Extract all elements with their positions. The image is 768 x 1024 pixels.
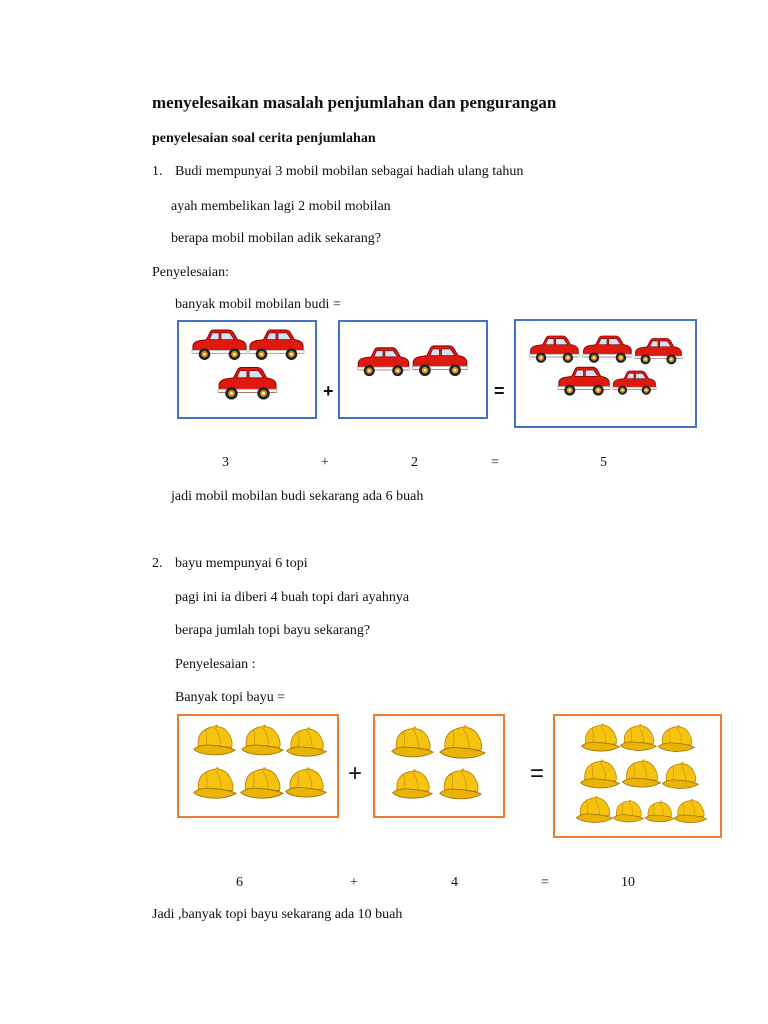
number-first-addend: 6 — [236, 875, 243, 890]
problem-1-statement: banyak mobil mobilan budi = — [175, 297, 341, 312]
plus-sign: + — [348, 760, 363, 787]
yellow-cap-icon — [283, 763, 328, 802]
red-car-icon — [633, 336, 683, 366]
red-car-icon — [216, 364, 278, 402]
equals-sign: = — [494, 381, 505, 401]
yellow-cap-icon — [611, 796, 645, 826]
number-first-addend: 3 — [222, 455, 229, 470]
red-car-icon — [556, 364, 611, 398]
yellow-cap-icon — [239, 721, 285, 759]
number-sum: 5 — [600, 455, 607, 470]
plus-sign: + — [323, 381, 334, 401]
problem-2-line-1: bayu mempunyai 6 topi — [175, 556, 308, 571]
number-plus: + — [321, 455, 329, 470]
problem-2-line-3: berapa jumlah topi bayu sekarang? — [175, 623, 371, 638]
problem-2-solution-label: Penyelesaian : — [175, 657, 256, 672]
number-second-addend: 2 — [411, 455, 418, 470]
yellow-cap-icon — [284, 724, 328, 760]
yellow-cap-icon — [579, 720, 621, 755]
problem-1-conclusion: jadi mobil mobilan budi sekarang ada 6 buah — [171, 489, 424, 504]
section-subtitle: penyelesaian soal cerita penjumlahan — [152, 131, 376, 146]
number-equals: = — [541, 875, 549, 890]
red-car-icon — [410, 343, 469, 378]
number-second-addend: 4 — [451, 875, 458, 890]
yellow-cap-icon — [437, 722, 487, 762]
yellow-cap-icon — [437, 765, 483, 803]
yellow-cap-icon — [574, 793, 614, 826]
problem-1-line-1: Budi mempunyai 3 mobil mobilan sebagai hadiah ulang tahun — [175, 164, 524, 179]
problem-2-line-2: pagi ini ia diberi 4 buah topi dari ayahnya — [175, 590, 410, 605]
equals-sign: = — [530, 760, 545, 787]
yellow-cap-icon — [578, 756, 621, 792]
yellow-cap-icon — [620, 755, 662, 792]
yellow-cap-icon — [390, 765, 434, 803]
problem-2-conclusion: Jadi ,banyak topi bayu sekarang ada 10 buah — [152, 907, 403, 922]
red-car-icon — [611, 368, 657, 397]
problem-2-statement: Banyak topi bayu = — [175, 690, 286, 705]
red-car-icon — [528, 333, 580, 365]
yellow-cap-icon — [656, 721, 696, 756]
yellow-cap-icon — [389, 722, 435, 762]
problem-1-line-2: ayah membelikan lagi 2 mobil mobilan — [171, 199, 391, 214]
yellow-cap-icon — [618, 720, 658, 755]
yellow-cap-icon — [660, 758, 700, 793]
yellow-cap-icon — [191, 763, 238, 803]
page-title: menyelesaikan masalah penjumlahan dan pengurangan — [152, 93, 557, 112]
problem-1-number: 1. — [152, 164, 163, 179]
number-plus: + — [350, 875, 358, 890]
yellow-cap-icon — [672, 795, 708, 827]
red-car-icon — [190, 327, 248, 362]
number-sum: 10 — [621, 875, 635, 890]
red-car-icon — [581, 333, 633, 365]
red-car-icon — [355, 345, 411, 378]
yellow-cap-icon — [643, 797, 675, 826]
problem-1-solution-label: Penyelesaian: — [152, 265, 229, 280]
yellow-cap-icon — [191, 721, 237, 759]
problem-1-line-3: berapa mobil mobilan adik sekarang? — [171, 231, 381, 246]
number-equals: = — [491, 455, 499, 470]
yellow-cap-icon — [238, 763, 285, 803]
problem-2-number: 2. — [152, 556, 163, 571]
red-car-icon — [247, 327, 305, 362]
